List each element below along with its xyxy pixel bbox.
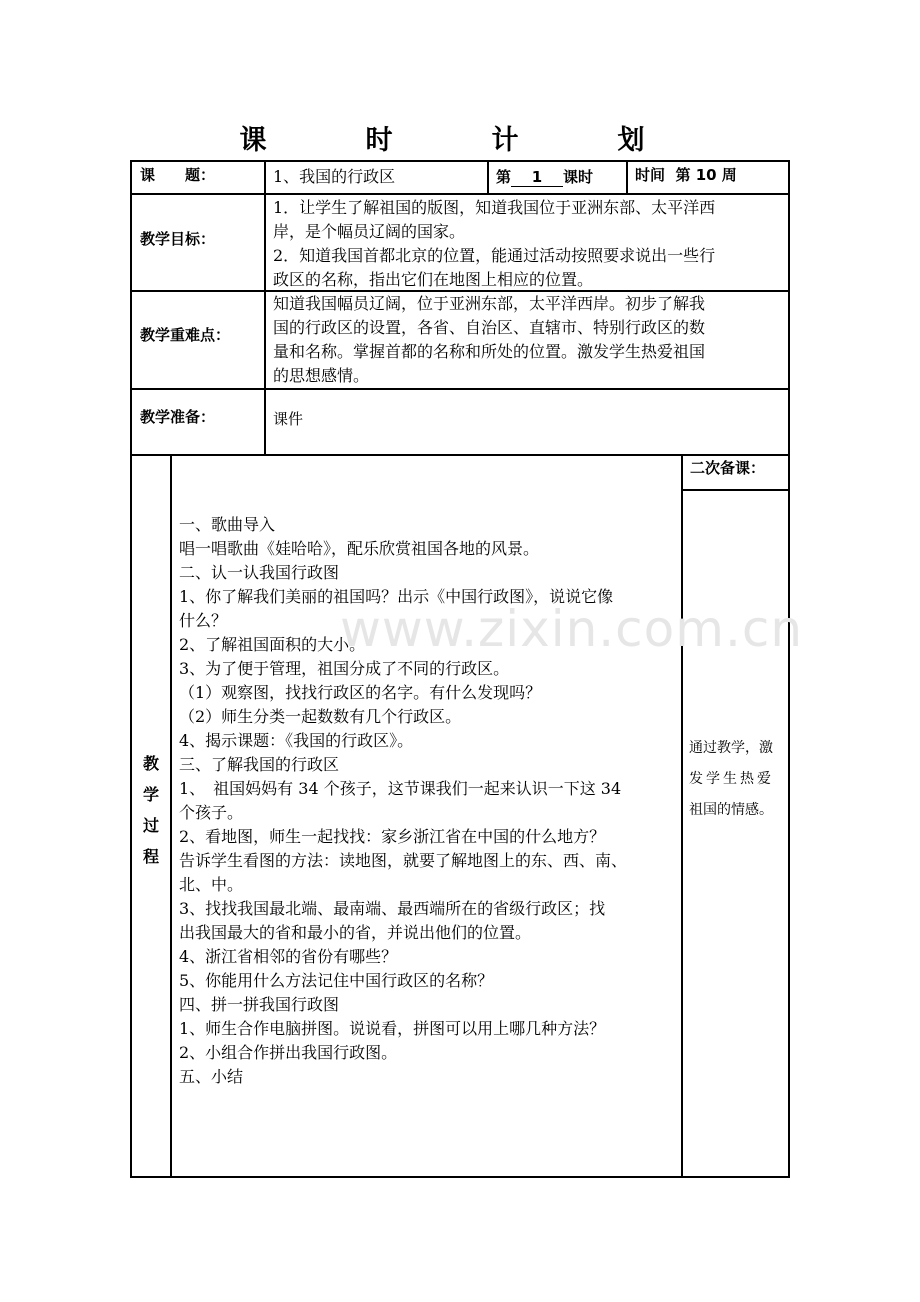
time-cell [635,163,737,187]
topic-label: 课 题： [140,166,216,184]
row-divider [130,193,790,195]
process-line: 4、浙江省相邻的省份有哪些？ [179,947,398,966]
process-line: 3、为了便于管理，祖国分成了不同的行政区。 [179,659,510,678]
key-points-line: 知道我国幅员辽阔，位于亚洲东部，太平洋西岸。初步了解我 [273,294,706,313]
table-border-right [788,160,790,1178]
column-divider [626,160,628,193]
process-line: 三、了解我国的行政区 [179,755,340,774]
second-prep-line: 通过教学，激 [689,740,773,756]
second-prep-line: 祖国的情感。 [689,802,773,818]
second-prep-text [689,733,785,826]
column-divider [681,454,683,1178]
process-label-char: 程 [142,847,159,866]
process-line: 二、认一认我国行政图 [179,563,340,582]
period-cell [496,165,593,189]
process-line: 4、揭示课题：《我国的行政区》。 [179,731,414,750]
process-line: 5、你能用什么方法记住中国行政区的名称？ [179,971,494,990]
period-suffix: 课时 [563,168,594,186]
time-value: 第 10 周 [675,166,737,184]
key-points-line: 国的行政区的设置，各省、自治区、直辖市、特别行政区的数 [273,318,706,337]
process-label [132,748,170,872]
watermark: www.zixin.com.cn [340,600,804,658]
process-line: 3、找找我国最北端、最南端、最西端所在的省级行政区；找 [179,899,606,918]
process-line: 2、了解祖国面积的大小。 [179,635,366,654]
second-prep-label: 二次备课： [690,459,766,477]
objectives-text [273,196,783,292]
process-line: 什么？ [179,611,228,630]
objectives-line: 政区的名称，指出它们在地图上相应的位置。 [273,270,594,289]
key-points-line: 的思想感情。 [273,366,370,385]
process-line: （1）观察图，找找行政区的名字。有什么发现吗？ [179,683,542,702]
preparation-value: 课件 [273,410,304,428]
process-line: 北、中。 [179,875,244,894]
process-line: 五、小结 [179,1067,244,1086]
process-label-char: 学 [142,785,159,804]
process-text [179,513,681,1089]
process-label-char: 教 [142,754,159,773]
period-number: 1 [511,168,563,187]
table-border-bottom [130,1176,790,1178]
process-line: 唱一唱歌曲《娃哈哈》，配乐欣赏祖国各地的风景。 [179,539,540,558]
objectives-line: 2．知道我国首都北京的位置，能通过活动按照要求说出一些行 [273,246,716,265]
preparation-label: 教学准备： [140,408,216,426]
page-title: 课 时 计 划 [239,125,681,156]
objectives-line: 岸，是个幅员辽阔的国家。 [273,222,466,241]
topic-value: 1、我国的行政区 [273,167,396,186]
process-line: 1、 祖国妈妈有 34 个孩子，这节课我们一起来认识一下这 34 [179,779,622,798]
process-line: 四、拼一拼我国行政图 [179,995,340,1014]
lesson-plan-table [130,160,790,1178]
process-line: 个孩子。 [179,803,244,822]
process-line: 出我国最大的省和最小的省，并说出他们的位置。 [179,923,532,942]
table-border-top [130,160,790,162]
process-label-char: 过 [142,816,159,835]
process-line: （2）师生分类一起数数有几个行政区。 [179,707,462,726]
objectives-label: 教学目标： [140,230,216,248]
process-line: 2、小组合作拼出我国行政图。 [179,1043,398,1062]
key-points-line: 量和名称。掌握首都的名称和所处的位置。激发学生热爱祖国 [273,342,706,361]
key-points-label: 教学重难点： [140,326,231,344]
process-line: 1、师生合作电脑拼图。说说看，拼图可以用上哪几种方法？ [179,1019,606,1038]
table-border-left [130,160,132,1178]
period-prefix: 第 [496,168,512,186]
second-prep-line: 发学生热爱 [689,771,774,787]
process-line: 2、看地图，师生一起找找：家乡浙江省在中国的什么地方？ [179,827,606,846]
key-points-text [273,292,783,388]
time-label: 时间 [635,166,666,184]
column-divider [264,160,266,454]
column-divider [487,160,489,193]
objectives-line: 1．让学生了解祖国的版图，知道我国位于亚洲东部、太平洋西 [273,198,716,217]
process-line: 告诉学生看图的方法：读地图，就要了解地图上的东、西、南、 [179,851,628,870]
row-divider [681,489,790,491]
process-line: 一、歌曲导入 [179,515,276,534]
column-divider [170,454,172,1178]
process-line: 1、你了解我们美丽的祖国吗？出示《中国行政图》，说说它像 [179,587,614,606]
row-divider [130,388,790,390]
